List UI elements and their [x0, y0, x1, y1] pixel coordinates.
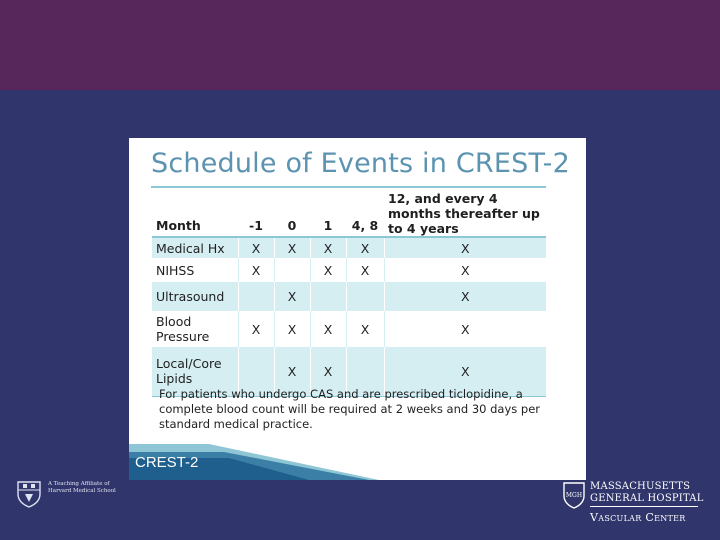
table-cell: X [274, 282, 310, 311]
header-minus-1: -1 [238, 191, 274, 237]
table-cell [274, 258, 310, 282]
title-rule [151, 186, 546, 188]
header-12-every-4-months: 12, and every 4 months thereafter up to 4 years [384, 191, 546, 237]
table-row [152, 282, 546, 311]
mgh-divider [590, 506, 698, 507]
table-cell: X [346, 311, 384, 347]
row-label: Medical Hx [152, 237, 238, 258]
slide-title: Schedule of Events in CREST-2 [151, 148, 571, 179]
table-row [152, 258, 546, 282]
table-header-row [152, 191, 546, 237]
table-row [152, 237, 546, 258]
row-label: Local/Core Lipids [152, 347, 238, 396]
row-label: Blood Pressure [156, 314, 210, 344]
hms-affiliate-text: A Teaching Affiliate of Harvard Medical School [48, 481, 116, 494]
schedule-table [152, 191, 546, 397]
table-cell [346, 282, 384, 311]
mgh-name [590, 481, 704, 504]
header-month: Month [152, 191, 238, 237]
table-cell: X [384, 347, 546, 396]
table-cell: X [238, 258, 274, 282]
svg-text:MGH: MGH [565, 492, 583, 499]
table-cell: X [384, 237, 546, 258]
table-cell: X [384, 311, 546, 347]
header-0: 0 [274, 191, 310, 237]
table-row [152, 311, 546, 347]
table-cell: X [384, 282, 546, 311]
table-cell: X [238, 311, 274, 347]
table-cell: X [310, 347, 346, 396]
table-cell: X [238, 237, 274, 258]
footer-label: CREST-2 [135, 454, 199, 471]
table-cell: X [346, 258, 384, 282]
row-label: NIHSS [156, 262, 195, 278]
table-cell [310, 282, 346, 311]
header-4-8: 4, 8 [346, 191, 384, 237]
row-label: Ultrasound [152, 282, 238, 311]
table-cell: X [346, 237, 384, 258]
table-cell: X [274, 311, 310, 347]
mgh-name-line1: MASSACHUSETTS [590, 481, 691, 492]
harvard-shield-icon [16, 480, 42, 508]
table-cell: X [274, 347, 310, 396]
top-band [0, 0, 720, 90]
table-cell: X [274, 237, 310, 258]
table-cell: X [310, 237, 346, 258]
table-cell: X [310, 311, 346, 347]
header-1: 1 [310, 191, 346, 237]
mgh-name-line2: GENERAL HOSPITAL [590, 492, 704, 504]
footnote: For patients who undergo CAS and are prescribed ticlopidine, a complete blood count will be required at 2 weeks and 30 days per standard medical practice. [159, 387, 541, 431]
table-cell: X [384, 258, 546, 282]
slide-image [129, 138, 586, 480]
table-cell: X [310, 258, 346, 282]
table-cell [238, 282, 274, 311]
mgh-vascular-center: Vascular Center [590, 511, 686, 524]
mgh-seal-icon [562, 481, 586, 509]
